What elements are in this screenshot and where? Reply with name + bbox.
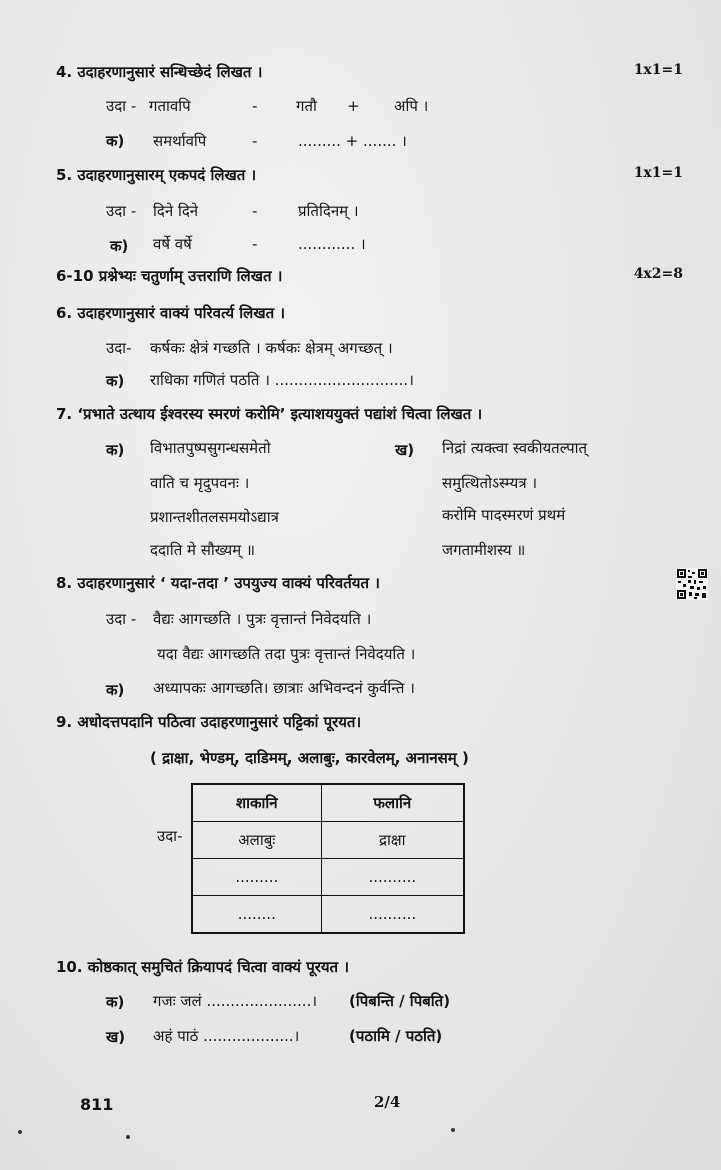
q5-a-blank: ............ । xyxy=(298,235,366,253)
q7-a-label: क) xyxy=(106,441,125,459)
q4-a-dash: - xyxy=(252,132,258,150)
q5-example-label: उदा - xyxy=(106,202,137,220)
q4-heading: 4. उदाहरणानुसारं सन्धिच्छेदं लिखत । xyxy=(56,63,263,81)
q5-a-label: क) xyxy=(110,237,129,255)
table-header: शाकानि xyxy=(192,784,321,822)
q8-example-line1: वैद्यः आगच्छति । पुत्रः वृत्तान्तं निवेदयति । xyxy=(153,610,372,628)
table-cell: ........ xyxy=(192,896,321,934)
q7-a-line: वाति च मृदुपवनः । xyxy=(150,474,250,492)
q9-table xyxy=(191,783,465,934)
q4-example-label: उदा - xyxy=(106,97,137,115)
q4-example-part1: गतौ xyxy=(296,97,317,115)
q8-example-label: उदा - xyxy=(106,610,137,628)
table-row xyxy=(192,822,464,859)
speck xyxy=(451,1128,455,1132)
q8-a-text: अध्यापकः आगच्छति। छात्राः अभिवन्दनं कुर्वन्ति । xyxy=(153,679,415,697)
q10-heading: 10. कोष्ठकात् समुचितं क्रियापदं चित्वा वाक्यं पूरयत । xyxy=(56,958,350,976)
table-cell: ......... xyxy=(192,859,321,896)
q5-heading: 5. उदाहरणानुसारम् एकपदं लिखत । xyxy=(56,166,257,184)
table-header: फलानि xyxy=(321,784,464,822)
q7-b-line: निद्रां त्यक्त्वा स्वकीयतल्पात् xyxy=(442,439,588,457)
q4-example-word: गतावपि xyxy=(149,97,191,115)
q9-example-label: उदा- xyxy=(157,827,183,845)
table-row xyxy=(192,859,464,896)
q7-b-label: ख) xyxy=(395,441,415,459)
q10-a-label: क) xyxy=(106,993,125,1011)
q4-a-blank: ......... + ....... । xyxy=(298,132,407,150)
q4-a-label: क) xyxy=(106,132,125,150)
q4-a-word: समर्थावपि xyxy=(153,132,207,150)
q5-example-dash: - xyxy=(252,202,258,220)
q6-heading: 6. उदाहरणानुसारं वाक्यं परिवर्त्य लिखत । xyxy=(56,304,286,322)
q4-example-plus: + xyxy=(347,97,360,115)
q6-a-label: क) xyxy=(106,372,125,390)
q8-heading: 8. उदाहरणानुसारं ‘ यदा-तदा ’ उपयुज्य वाक्यं परिवर्तयत । xyxy=(56,574,380,592)
section-heading: 6-10 प्रश्नेभ्यः चतुर्णाम् उत्तराणि लिखत । xyxy=(56,267,283,285)
qr-code-icon xyxy=(676,568,708,600)
q10-b-label: ख) xyxy=(106,1028,126,1046)
q9-word-list: ( द्राक्षा, भेण्डम्, दाडिमम्, अलाबुः, कारवेलम्, अनानसम् ) xyxy=(150,749,469,767)
q5-example-word: दिने दिने xyxy=(153,202,199,220)
q7-a-line: ददाति मे सौख्यम् ॥ xyxy=(150,541,255,559)
table-cell: द्राक्षा xyxy=(321,822,464,859)
q10-b-text: अहं पाठं ...................। xyxy=(153,1027,300,1045)
q7-b-line: समुत्थितोऽस्म्यत्र । xyxy=(442,474,538,492)
q7-heading: 7. ‘प्रभाते उत्थाय ईश्वरस्य स्मरणं करोमि’ इत्याशययुक्तं पद्यांशं चित्वा लिखत । xyxy=(56,405,483,423)
q8-example-line2: यदा वैद्यः आगच्छति तदा पुत्रः वृत्तान्तं निवेदयति । xyxy=(157,645,416,663)
q10-a-options: (पिबन्ति / पिबति) xyxy=(349,992,451,1010)
paper-code: 811 xyxy=(80,1095,114,1114)
table-row xyxy=(192,896,464,934)
q6-a-text: राधिका गणितं पठति । ............................। xyxy=(150,371,414,389)
q10-b-options: (पठामि / पठति) xyxy=(349,1027,443,1045)
q7-a-line: प्रशान्तशीतलसमयोऽद्यात्र xyxy=(150,508,279,526)
table-cell: अलाबुः xyxy=(192,822,321,859)
q4-marks: 1x1=1 xyxy=(633,62,683,78)
q10-a-text: गजः जलं ......................। xyxy=(153,992,318,1010)
q6-example-text: कर्षकः क्षेत्रं गच्छति । कर्षकः क्षेत्रम् अगच्छत् । xyxy=(150,339,393,357)
q5-a-dash: - xyxy=(252,235,258,253)
q5-example-answer: प्रतिदिनम् । xyxy=(298,202,359,220)
page-number: 2/4 xyxy=(374,1093,401,1111)
q7-b-line: जगतामीशस्य ॥ xyxy=(442,541,526,559)
table-cell: .......... xyxy=(321,859,464,896)
section-marks: 4x2=8 xyxy=(633,266,683,282)
q6-example-label: उदा- xyxy=(106,339,132,357)
q7-b-line: करोमि पादस्मरणं प्रथमं xyxy=(442,506,566,524)
q8-a-label: क) xyxy=(106,681,125,699)
q4-example-dash: - xyxy=(252,97,258,115)
speck xyxy=(126,1135,130,1139)
q7-a-line: विभातपुष्पसुगन्धसमेतो xyxy=(150,439,271,457)
table-cell: .......... xyxy=(321,896,464,934)
q5-a-word: वर्षे वर्षे xyxy=(153,235,192,253)
q5-marks: 1x1=1 xyxy=(633,165,683,181)
table-header-row xyxy=(192,784,464,822)
speck xyxy=(18,1130,22,1134)
q9-heading: 9. अधोदत्तपदानि पठित्वा उदाहरणानुसारं पट्टिकां पूरयत। xyxy=(56,713,362,731)
q4-example-part2: अपि । xyxy=(394,97,429,115)
